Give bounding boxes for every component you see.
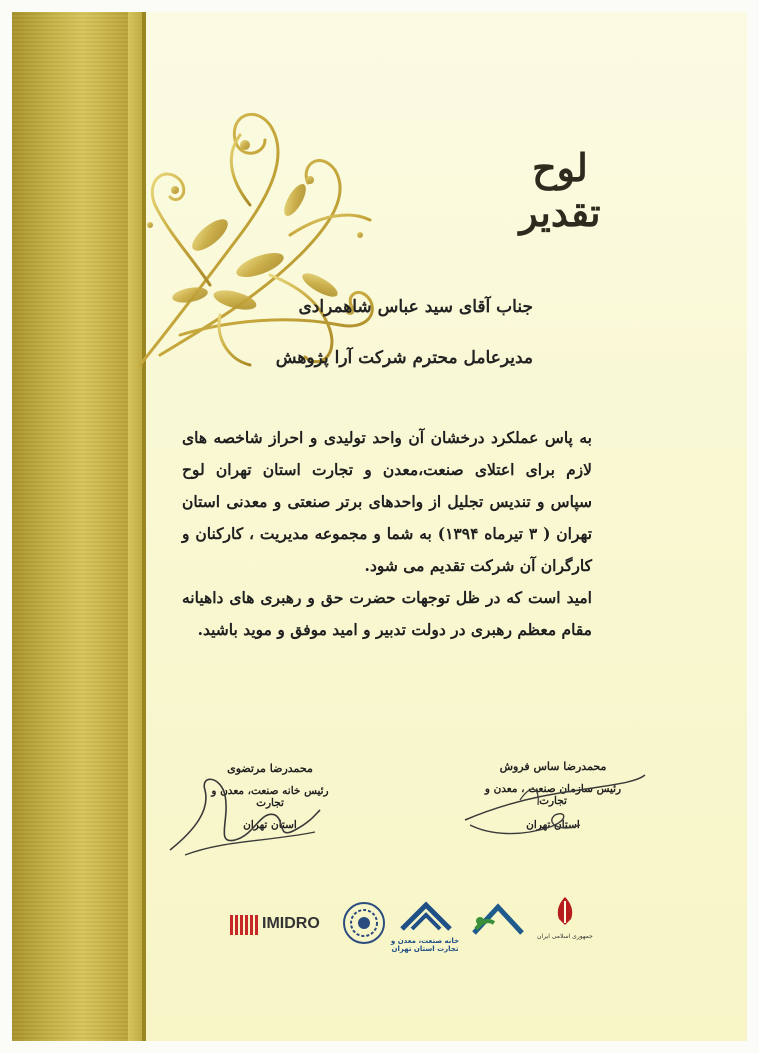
right-handwritten-signature	[460, 765, 650, 840]
left-signer-name: محمدرضا مرتضوی	[227, 762, 313, 775]
recipient-name: جناب آقای سید عباس شاهمرادی	[298, 297, 533, 317]
body-paragraph-2: امید است که در ظل توجهات حضرت حق و رهبری های داهیانه مقام معظم رهبری در دولت تدبیر و امید موفق و موید باشید.	[182, 588, 592, 639]
khaneh-sanat-logo-text: خانه صنعت، معدن و تجارت استان تهران	[390, 937, 460, 953]
body-paragraph-1: به پاس عملکرد درخشان آن واحد تولیدی و احراز شاخصه های لازم برای اعتلای صنعت،معدن و تجارت استان تهران لوح سپاس و تندیس تجلیل از واحدهای برتر صنعتی و معدنی استان تهران ( ۳ تیرماه ۱۳۹۴) به شما و مجموعه مدیریت ، کارکنان و کارگران آن شرکت تقدیم می شود.	[182, 428, 593, 575]
left-handwritten-signature	[165, 770, 325, 860]
floral-ornament-icon	[120, 85, 390, 385]
iran-emblem-logo	[537, 895, 600, 940]
certificate-body	[182, 422, 592, 646]
imidro-logo-text: IMIDRO	[262, 915, 320, 932]
iran-emblem-logo-text: جمهوری اسلامی ایران	[537, 933, 593, 940]
right-signer-name: محمدرضا ساس فروش	[499, 760, 607, 773]
left-signer-province: استان تهران	[243, 819, 297, 831]
certificate-title: لوح تقدیر	[519, 145, 601, 235]
recipient-position: مدیرعامل محترم شرکت آرا پژوهش	[275, 348, 533, 368]
right-signer-province: استان تهران	[526, 819, 580, 831]
left-signer-title: رئیس خانه صنعت، معدن و تجارت	[211, 785, 329, 809]
right-signer-title: رئیس سازمان صنعت ، معدن و تجارت	[484, 783, 622, 807]
industry-house-logo	[468, 899, 528, 943]
khaneh-sanat-logo	[390, 899, 470, 953]
logo-strip	[230, 895, 610, 955]
imidro-logo	[230, 913, 320, 941]
